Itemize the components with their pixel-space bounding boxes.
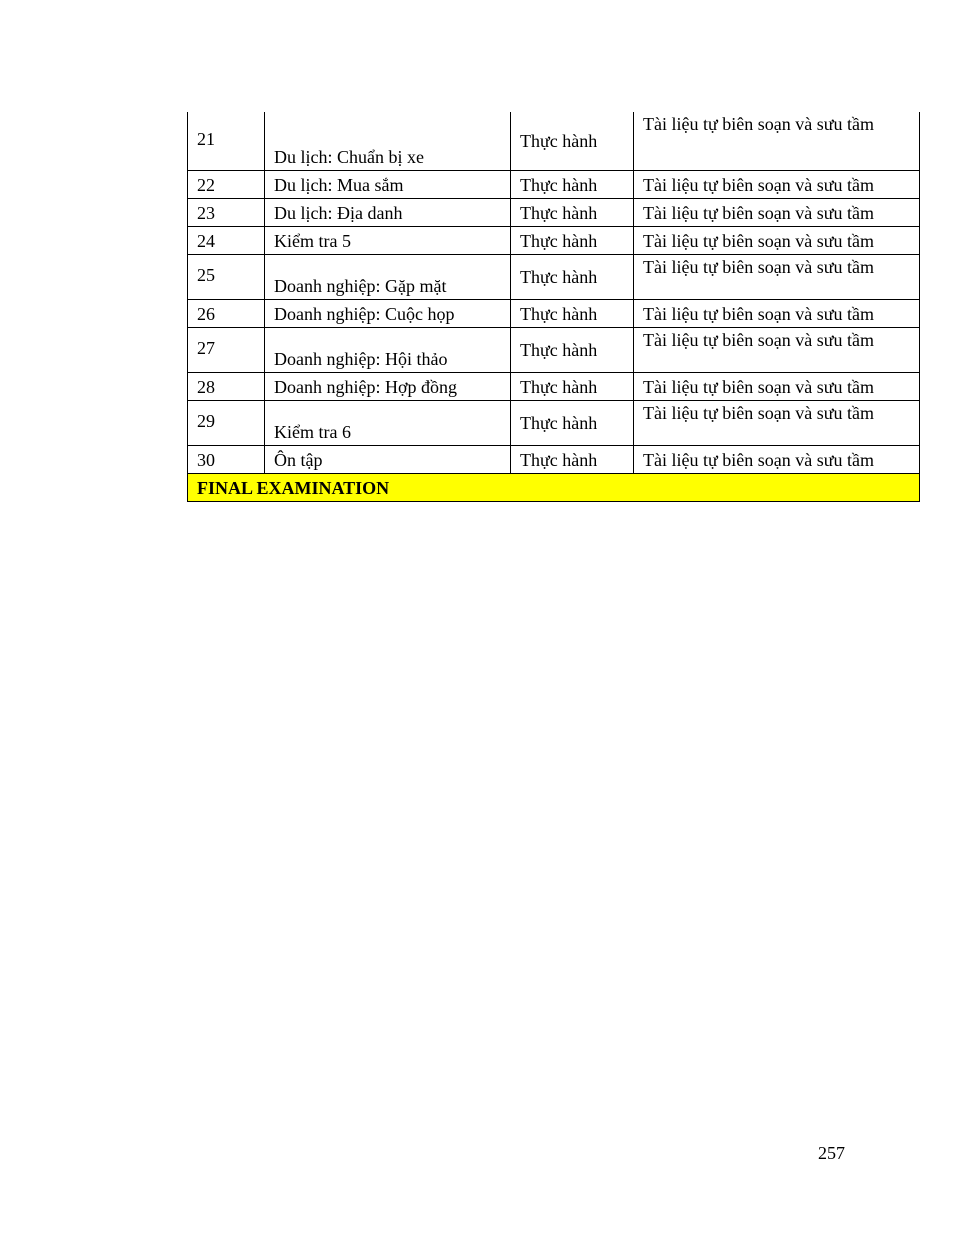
- final-exam-row: [188, 474, 920, 502]
- table-row: [188, 199, 920, 227]
- row-material: Tài liệu tự biên soạn và sưu tầm: [634, 255, 920, 300]
- row-type: Thực hành: [511, 227, 634, 255]
- row-number: 27: [188, 328, 265, 373]
- row-number: 28: [188, 373, 265, 401]
- table-row: [188, 373, 920, 401]
- table-row: [188, 300, 920, 328]
- row-type: Thực hành: [511, 300, 634, 328]
- row-material: Tài liệu tự biên soạn và sưu tầm: [634, 112, 920, 171]
- row-number: 23: [188, 199, 265, 227]
- row-type: Thực hành: [511, 199, 634, 227]
- row-type: Thực hành: [511, 446, 634, 474]
- final-exam-label: FINAL EXAMINATION: [188, 474, 920, 502]
- row-type: Thực hành: [511, 373, 634, 401]
- row-material: Tài liệu tự biên soạn và sưu tầm: [634, 171, 920, 199]
- row-topic: Ôn tập: [265, 446, 511, 474]
- table-row: [188, 255, 920, 300]
- row-type: Thực hành: [511, 401, 634, 446]
- row-number: 22: [188, 171, 265, 199]
- row-material: Tài liệu tự biên soạn và sưu tầm: [634, 328, 920, 373]
- row-topic: Kiểm tra 6: [265, 401, 511, 446]
- row-material: Tài liệu tự biên soạn và sưu tầm: [634, 199, 920, 227]
- row-type: Thực hành: [511, 328, 634, 373]
- row-number: 24: [188, 227, 265, 255]
- row-number: 30: [188, 446, 265, 474]
- row-topic: Du lịch: Địa danh: [265, 199, 511, 227]
- row-topic: Doanh nghiệp: Hợp đồng: [265, 373, 511, 401]
- row-number: 29: [188, 401, 265, 446]
- page-number: 257: [818, 1143, 845, 1163]
- row-material: Tài liệu tự biên soạn và sưu tầm: [634, 373, 920, 401]
- row-number: 26: [188, 300, 265, 328]
- row-topic: Doanh nghiệp: Cuộc họp: [265, 300, 511, 328]
- table-row: [188, 112, 920, 171]
- table-row: [188, 171, 920, 199]
- row-material: Tài liệu tự biên soạn và sưu tầm: [634, 446, 920, 474]
- row-number: 25: [188, 255, 265, 300]
- table-row: [188, 328, 920, 373]
- row-topic: Du lịch: Mua sắm: [265, 171, 511, 199]
- schedule-table: [187, 112, 920, 502]
- row-topic: Doanh nghiệp: Gặp mặt: [265, 255, 511, 300]
- row-topic: Kiểm tra 5: [265, 227, 511, 255]
- row-topic: Du lịch: Chuẩn bị xe: [265, 112, 511, 171]
- row-material: Tài liệu tự biên soạn và sưu tầm: [634, 401, 920, 446]
- row-material: Tài liệu tự biên soạn và sưu tầm: [634, 227, 920, 255]
- table-row: [188, 446, 920, 474]
- row-type: Thực hành: [511, 171, 634, 199]
- table-row: [188, 401, 920, 446]
- table-row: [188, 227, 920, 255]
- row-topic: Doanh nghiệp: Hội thảo: [265, 328, 511, 373]
- row-material: Tài liệu tự biên soạn và sưu tầm: [634, 300, 920, 328]
- row-type: Thực hành: [511, 112, 634, 171]
- row-type: Thực hành: [511, 255, 634, 300]
- row-number: 21: [188, 112, 265, 171]
